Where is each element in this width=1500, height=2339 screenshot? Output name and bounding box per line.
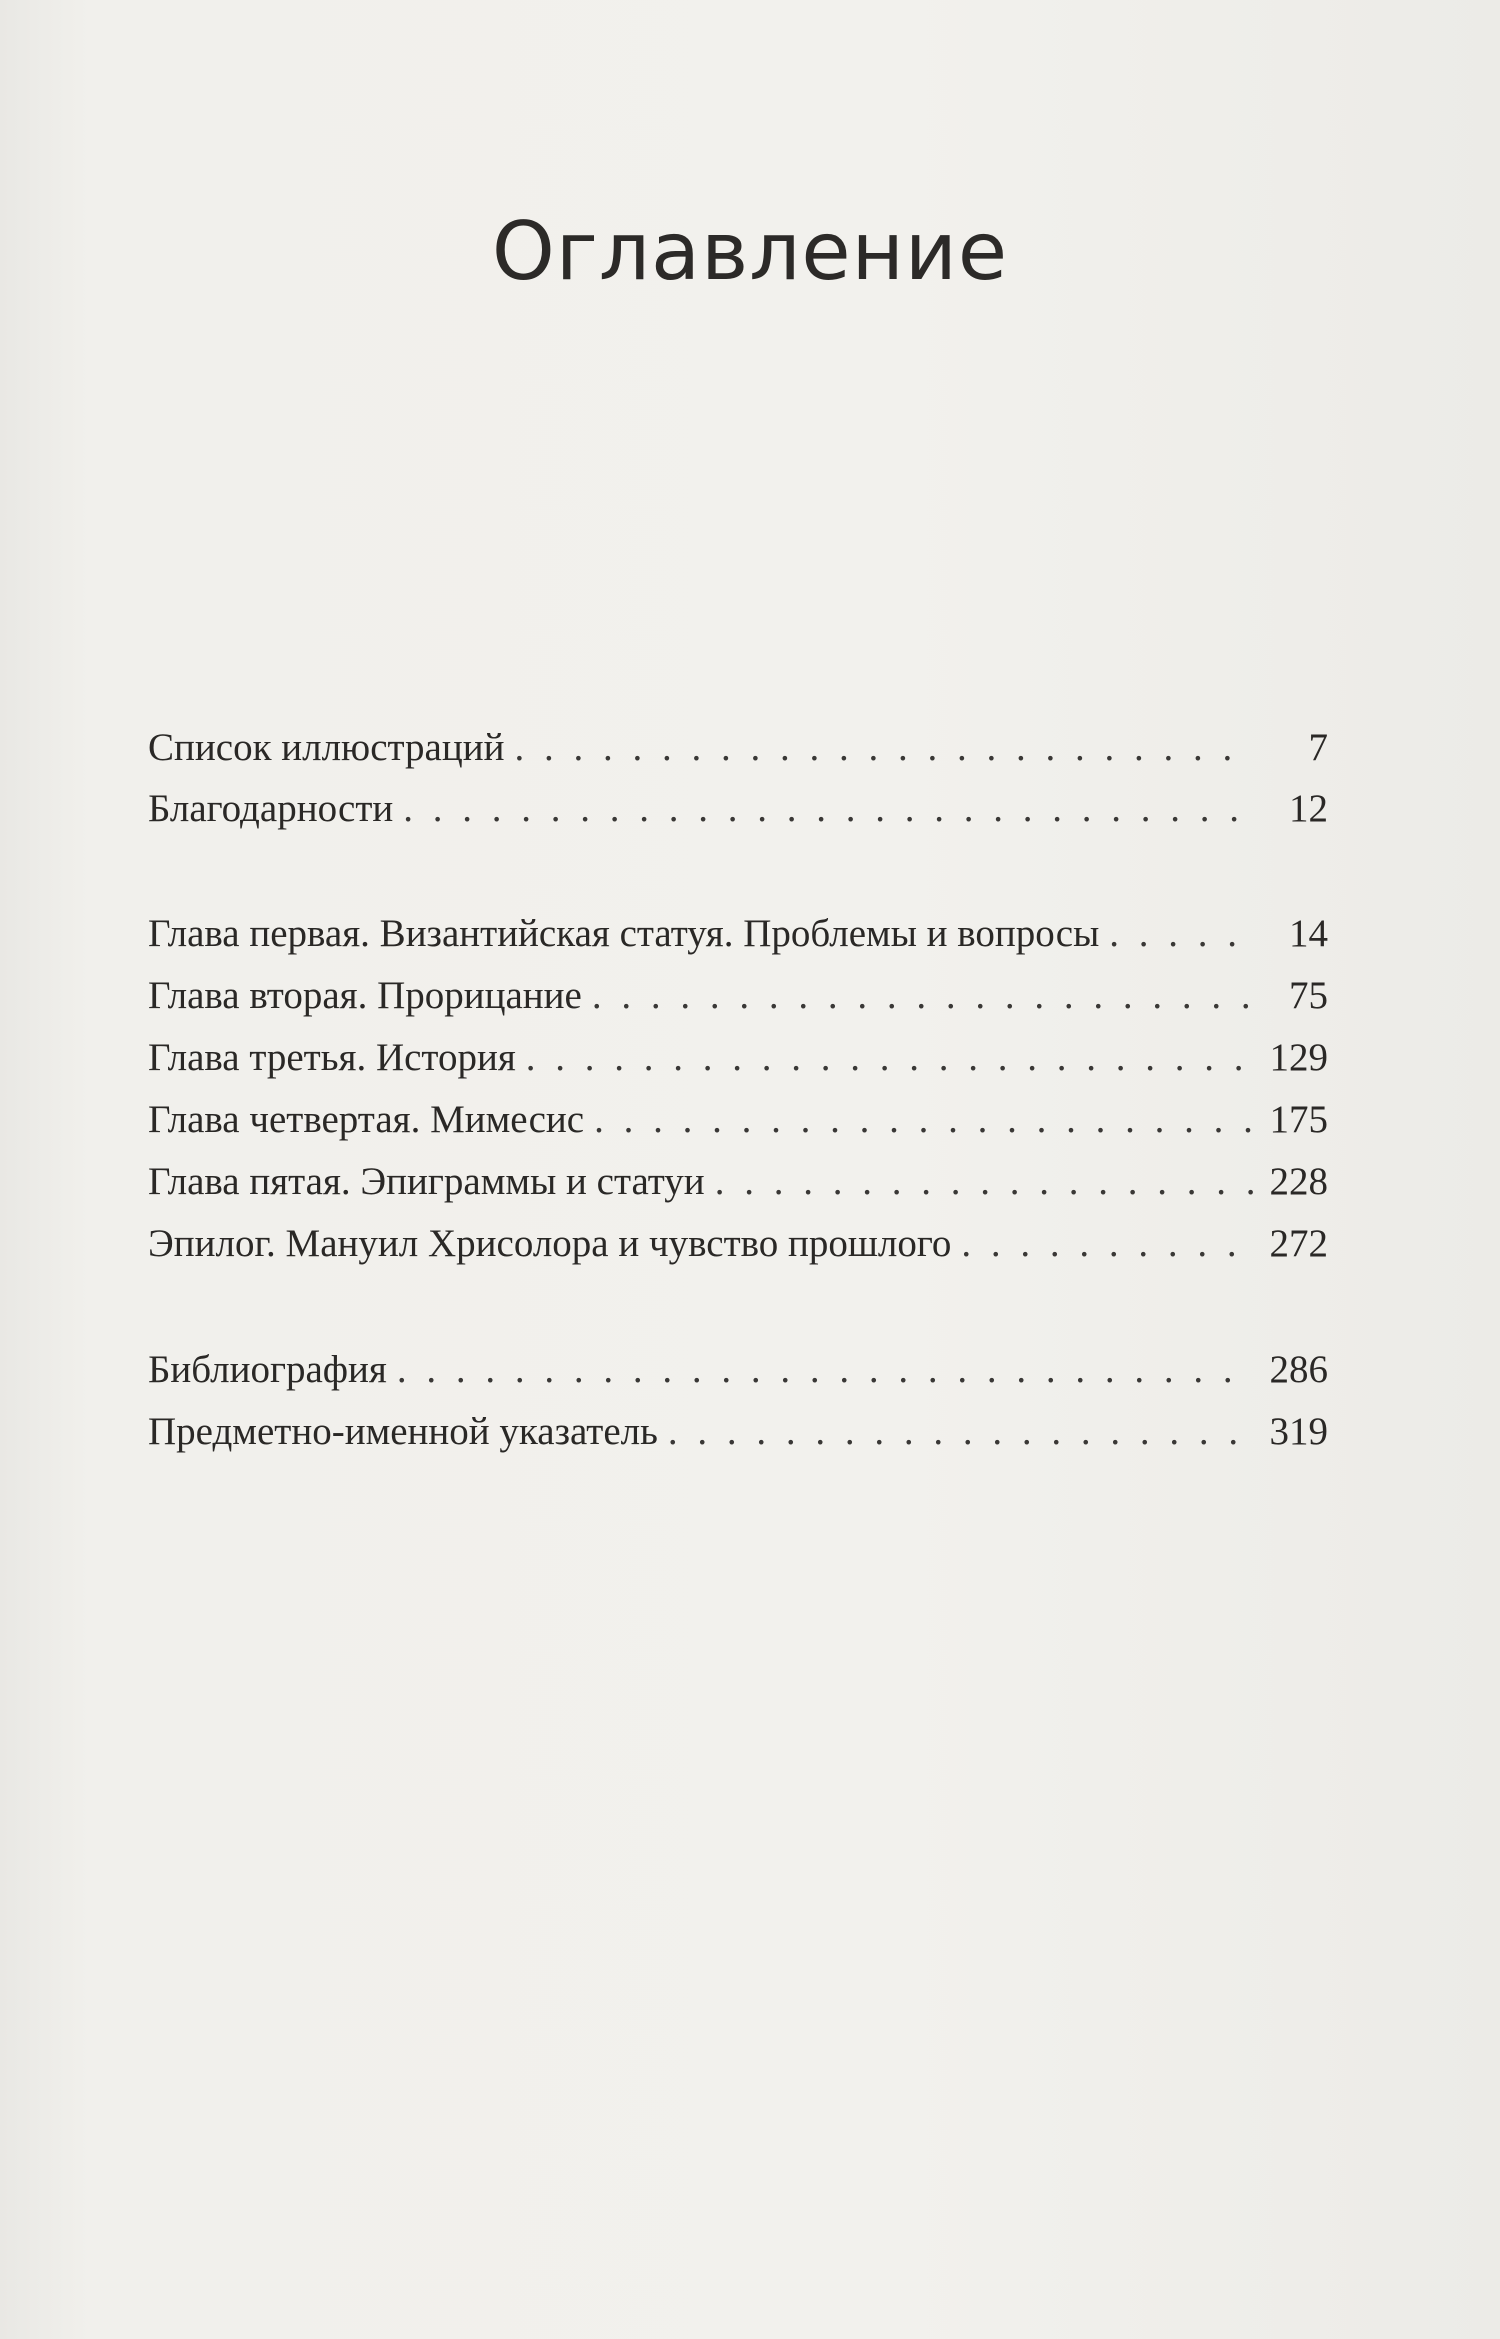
toc-entry-label: Благодарности (148, 787, 394, 830)
dot-leader (1109, 904, 1254, 964)
toc-entry-label: Эпилог. Мануил Хрисолора и чувство прошлого (148, 1222, 952, 1265)
toc-entry[interactable] (148, 779, 1328, 839)
toc-entry-page: 7 (1308, 726, 1328, 769)
toc-entry[interactable] (148, 1340, 1328, 1400)
dot-leader (397, 1340, 1254, 1400)
dot-leader (526, 1028, 1254, 1088)
toc-entry-label: Глава четвертая. Мимесис (148, 1098, 585, 1141)
toc-entry[interactable] (148, 1028, 1328, 1088)
toc-entry-page: 75 (1289, 974, 1328, 1017)
toc-entry-label: Глава первая. Византийская статуя. Проблемы и вопросы (148, 912, 1100, 955)
toc-entry[interactable] (148, 966, 1328, 1026)
toc-entry-label: Глава третья. История (148, 1036, 516, 1079)
toc-entry-page: 12 (1289, 787, 1328, 830)
toc-entry[interactable] (148, 904, 1328, 964)
toc-entry-label: Глава пятая. Эпиграммы и статуи (148, 1160, 705, 1203)
toc-entry-page: 272 (1269, 1222, 1328, 1265)
dot-leader (592, 966, 1254, 1026)
dot-leader (514, 718, 1254, 778)
dot-leader (403, 779, 1254, 839)
dot-leader (594, 1090, 1254, 1150)
dot-leader (715, 1152, 1254, 1212)
toc-entry-page: 175 (1269, 1098, 1328, 1141)
toc-entry-label: Предметно-именной указатель (148, 1410, 658, 1453)
dot-leader (961, 1214, 1254, 1274)
toc-entry[interactable] (148, 718, 1328, 778)
toc-entry[interactable] (148, 1214, 1328, 1274)
toc-entry-label: Библиография (148, 1348, 387, 1391)
toc-entry-label: Глава вторая. Прорицание (148, 974, 582, 1017)
toc-entry-page: 286 (1269, 1348, 1328, 1391)
dot-leader (668, 1402, 1254, 1462)
toc-entry-page: 228 (1269, 1160, 1328, 1203)
toc-entry[interactable] (148, 1402, 1328, 1462)
toc-entry-page: 319 (1269, 1410, 1328, 1453)
toc-entry-label: Список иллюстраций (148, 726, 505, 769)
toc-entry[interactable] (148, 1152, 1328, 1212)
toc-entry-page: 14 (1289, 912, 1328, 955)
toc-entry[interactable] (148, 1090, 1328, 1150)
page-title: Оглавление (491, 205, 1009, 298)
toc-entry-page: 129 (1269, 1036, 1328, 1079)
